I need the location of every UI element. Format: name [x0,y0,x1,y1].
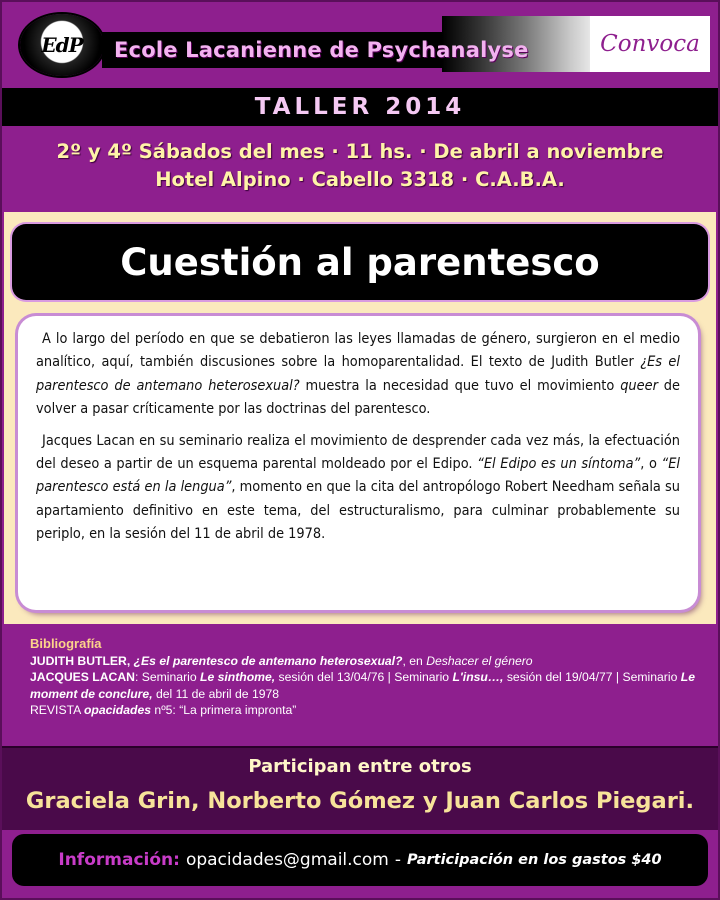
schedule [2,138,718,194]
schedule-line-1: 2º y 4º Sábados del mes · 11 hs. · De abril a noviembre [56,140,664,163]
logo [20,14,104,76]
paragraph-1: A lo largo del período en que se debatieron las leyes llamadas de género, surgieron en el medio analítico, aquí, también discusiones sobre la homoparentalidad. El texto de Judith Butler ¿Es el parentesco de antemano heterosexual? muestra la necesidad que tuvo el movimiento queer de volver a pasar críticamente por las doctrinas del parentesco. [36,331,680,418]
bibliography-entry-lacan: JACQUES LACAN: Seminario Le sinthome, sesión del 13/04/76 | Seminario L'insu…, sesión del 19/04/77 | Seminario Le moment de conclure, del 11 de abril de 1978 [30,670,695,701]
participation-cost: Participación en los gastos $40 [407,852,662,868]
info-separator: - [394,850,401,870]
school-name: Ecole Lacanienne de Psychanalyse [114,38,529,62]
info-box [12,834,708,886]
title-box [12,224,708,300]
logo-text: EdP [41,33,83,57]
description-box [18,316,698,610]
participants-label: Participan entre otros [248,756,472,777]
bibliography-entry-butler: JUDITH BUTLER, ¿Es el parentesco de antemano heterosexual?, en Deshacer el género [30,653,533,668]
convoca-box [590,16,710,72]
convoca-label: Convoca [600,31,700,57]
bibliography-entry-revista: REVISTA opacidades nº5: “La primera impronta” [30,703,297,717]
paragraph-2: Jacques Lacan en su seminario realiza el movimiento de desprender cada vez más, la efectuación del deseo a partir de un esquema parental moldeado por el Edipo. “El Edipo es un síntoma”, o “El parentesco está en la lengua”, momento en que la cita del antropólogo Robert Needham señala su apartamiento definitivo en este tema, del estructuralismo, para culminar probablemente su periplo, en la sesión del 11 de abril de 1978. [36,432,680,543]
info-label: Información: [58,850,180,870]
taller-title: TALLER 2014 [254,94,466,120]
bibliography [30,636,702,719]
taller-band [2,88,718,126]
schedule-line-2: Hotel Alpino · Cabello 3318 · C.A.B.A. [155,168,565,191]
bibliography-title: Bibliografía [30,636,102,651]
page-title: Cuestión al parentesco [120,240,600,284]
participants-names: Graciela Grin, Norberto Gómez y Juan Carlos Piegari. [25,788,695,814]
contact-email[interactable]: opacidades@gmail.com [185,850,389,870]
